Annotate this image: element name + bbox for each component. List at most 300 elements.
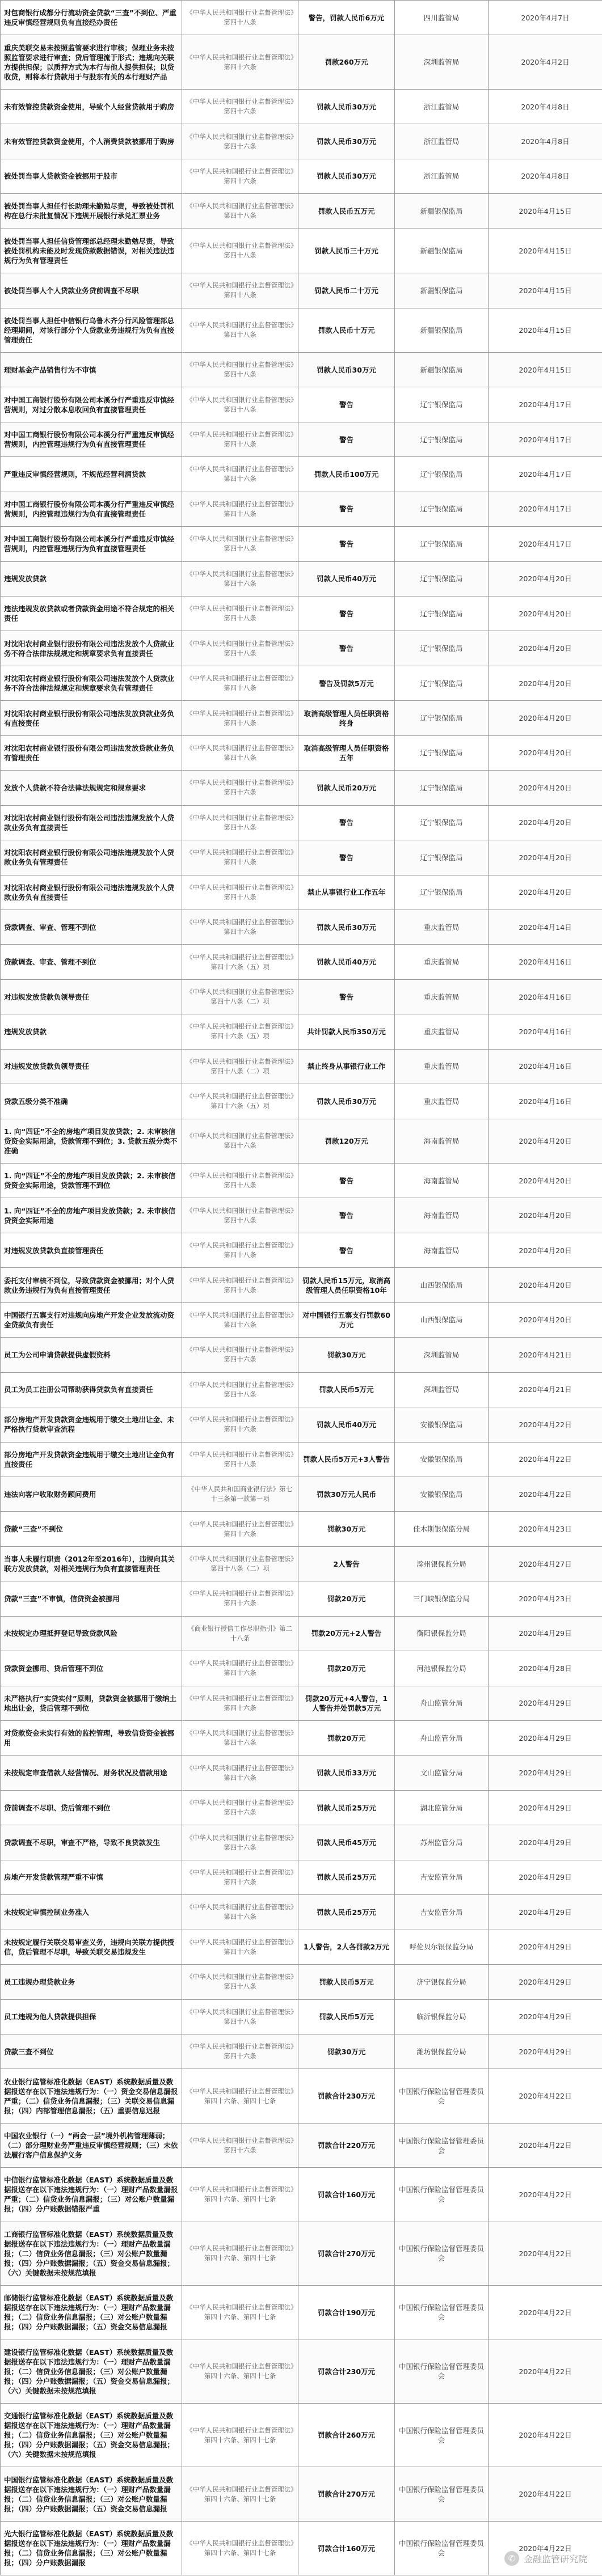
violation-reason-cell: 未按规定办理抵押登记导致贷款风险	[1, 1616, 182, 1651]
date-cell: 2020年4月27日	[489, 1546, 602, 1581]
violation-reason-cell: 对沈阳农村商业银行股份有限公司违法发放个人贷款业务不符合法律法规规定和规章要求负有直接责任	[1, 631, 182, 666]
violation-reason-cell: 违规发放贷款	[1, 561, 182, 596]
violation-reason-cell: 被处罚当事人个人贷款业务贷前调查不尽职	[1, 273, 182, 308]
penalty-cell: 警告	[298, 492, 395, 526]
legal-basis-cell: 《中华人民共和国银行业监督管理法》第四十八条	[182, 229, 298, 273]
penalty-cell: 警告	[298, 422, 395, 456]
table-row	[1, 1512, 602, 1546]
penalty-cell: 警告	[298, 527, 395, 561]
table-row	[1, 422, 602, 456]
penalty-cell: 警告	[298, 1233, 395, 1267]
legal-basis-cell: 《中华人民共和国银行业监督管理法》第四十八条	[182, 666, 298, 700]
table-row	[1, 735, 602, 770]
penalty-cell: 对中国银行五寨支行罚款60万元	[298, 1302, 395, 1337]
authority-cell: 佳木斯银保监分局	[395, 1512, 489, 1546]
legal-basis-cell: 《中华人民共和国银行业监督管理法》第四十八条	[182, 194, 298, 229]
table-row	[1, 35, 602, 89]
authority-cell: 辽宁银保监局	[395, 771, 489, 805]
date-cell: 2020年4月17日	[489, 527, 602, 561]
legal-basis-cell: 《中华人民共和国银行业监督管理法》第四十八条	[182, 805, 298, 840]
date-cell: 2020年4月8日	[489, 159, 602, 193]
date-cell: 2020年4月20日	[489, 1302, 602, 1337]
legal-basis-cell: 《中华人民共和国银行业监督管理法》第四十八条	[182, 1372, 298, 1407]
violation-reason-cell: 对违规发放贷款负领导责任	[1, 1049, 182, 1084]
authority-cell: 重庆监管局	[395, 979, 489, 1014]
date-cell: 2020年4月22日	[489, 2404, 602, 2467]
table-row	[1, 805, 602, 840]
penalty-cell: 罚款合计260万元	[298, 2404, 395, 2467]
table-row	[1, 2168, 602, 2222]
penalty-cell: 罚款30万元	[298, 1512, 395, 1546]
table-row	[1, 1084, 602, 1119]
table-row	[1, 352, 602, 387]
date-cell: 2020年4月20日	[489, 666, 602, 700]
authority-cell: 深圳监管局	[395, 1372, 489, 1407]
penalty-cell: 罚款人民币25万元	[298, 1860, 395, 1894]
table-row	[1, 1895, 602, 1930]
penalty-cell: 1人警告，2人各罚款2万元	[298, 1930, 395, 1964]
violation-reason-cell: 部分房地产开发贷款资金违规用于缴交土地出让金负有直接责任	[1, 1442, 182, 1477]
violation-reason-cell: 员工违规办理贷款业务	[1, 1965, 182, 1999]
authority-cell: 重庆监管局	[395, 1049, 489, 1084]
date-cell: 2020年4月20日	[489, 1268, 602, 1302]
table-row	[1, 1302, 602, 1337]
penalty-cell: 罚款20万元+2人警告	[298, 1616, 395, 1651]
violation-reason-cell: 对违规发放贷款负领导责任	[1, 979, 182, 1014]
penalty-cell: 罚款人民币15万元，取消高级管理人员任职资格10年	[298, 1268, 395, 1302]
penalty-cell: 罚款人民币30万元	[298, 352, 395, 387]
violation-reason-cell: 当事人未履行职责（2012年至2016年），违规向其关联方发放贷款，对相关违规行为负有直接管理责任	[1, 1546, 182, 1581]
authority-cell: 中国银行保险监督管理委员会	[395, 2069, 489, 2123]
date-cell: 2020年4月15日	[489, 273, 602, 308]
violation-reason-cell: 重庆美联交易未按照监管要求进行审核；保理业务未按照监管要求进行审查；贷后管理流于形式；违规向关联方提供担保；以质押方式为本行与他人提供担保；以贷收贷，则将本行贷款用于与股东有关的本行理财产品	[1, 35, 182, 89]
penalty-cell: 罚款20万元	[298, 1581, 395, 1616]
penalty-cell: 罚款人民币5万元+3人警告	[298, 1442, 395, 1477]
violation-reason-cell: 被处罚当事人贷款资金被挪用于股市	[1, 159, 182, 193]
date-cell: 2020年4月20日	[489, 875, 602, 910]
date-cell: 2020年4月20日	[489, 840, 602, 875]
violation-reason-cell: 1. 向“四证”不全的房地产项目发放贷款；2. 未审核信贷资金实际用途，贷款管理不到位	[1, 1164, 182, 1198]
legal-basis-cell: 《商业银行授信工作尽职指引》第二十八条	[182, 1616, 298, 1651]
penalty-cell: 罚款30万元	[298, 1338, 395, 1372]
authority-cell: 舟山监管分局	[395, 1686, 489, 1720]
penalty-cell: 警告	[298, 979, 395, 1014]
legal-basis-cell: 《中华人民共和国银行业监督管理法》第四十六条	[182, 1686, 298, 1720]
legal-basis-cell: 《中华人民共和国银行业监督管理法》第四十六条	[182, 1860, 298, 1894]
legal-basis-cell: 《中华人民共和国银行业监督管理法》第四十六条（五）项	[182, 1014, 298, 1049]
legal-basis-cell: 《中华人民共和国银行业监督管理法》第四十八条	[182, 840, 298, 875]
legal-basis-cell: 《中华人民共和国银行业监督管理法》第四十六条	[182, 1581, 298, 1616]
authority-cell: 中国银行保险监督管理委员会	[395, 2123, 489, 2167]
table-row	[1, 2404, 602, 2467]
authority-cell: 辽宁银保监局	[395, 735, 489, 770]
date-cell: 2020年4月16日	[489, 979, 602, 1014]
penalty-cell: 警告	[298, 597, 395, 631]
violation-reason-cell: 未有效管控贷款资金使用，导致个人经营贷款用于购房	[1, 89, 182, 124]
table-row	[1, 1930, 602, 1964]
table-row	[1, 159, 602, 193]
date-cell: 2020年4月16日	[489, 1084, 602, 1119]
legal-basis-cell: 《中华人民共和国银行业监督管理法》第四十六条、第四十七条	[182, 2222, 298, 2285]
legal-basis-cell: 《中华人民共和国银行业监督管理法》第四十八条（二）项	[182, 1049, 298, 1084]
legal-basis-cell: 《中华人民共和国银行业监督管理法》第四十八条	[182, 1268, 298, 1302]
legal-basis-cell: 《中华人民共和国银行业监督管理法》第四十六条（五）项	[182, 945, 298, 979]
legal-basis-cell: 《中华人民共和国银行业监督管理法》第四十八条	[182, 631, 298, 666]
legal-basis-cell: 《中华人民共和国银行业监督管理法》第四十六条	[182, 1790, 298, 1825]
authority-cell: 深圳监管局	[395, 35, 489, 89]
table-row	[1, 1198, 602, 1233]
authority-cell: 海南监管局	[395, 1233, 489, 1267]
legal-basis-cell: 《中华人民共和国银行业监督管理法》第四十六条	[182, 1338, 298, 1372]
penalty-table-body	[1, 1, 602, 2575]
penalty-cell: 罚款人民币5万元	[298, 1372, 395, 1407]
watermark	[504, 2551, 587, 2566]
table-row	[1, 2123, 602, 2167]
legal-basis-cell: 《中华人民共和国银行业监督管理法》第四十八条	[182, 273, 298, 308]
violation-reason-cell: 工商银行监管标准化数据（EAST）系统数据质量及数据报送存在以下违法违规行为：（一）理财产品数量漏报；（二）信贷业务信息漏报；（三）对公账户数量漏报；（四）分户账数据漏报；（五）资金交易信息漏报；（六）关键数据未按规范填报	[1, 2222, 182, 2285]
legal-basis-cell: 《中华人民共和国银行业监督管理法》第四十八条	[182, 597, 298, 631]
authority-cell: 三门峡银保监分局	[395, 1581, 489, 1616]
date-cell: 2020年4月29日	[489, 1616, 602, 1651]
table-row	[1, 1119, 602, 1163]
authority-cell: 浙江监管局	[395, 89, 489, 124]
legal-basis-cell: 《中华人民共和国银行业监督管理法》第四十六条	[182, 89, 298, 124]
penalty-cell: 罚款30万元	[298, 2034, 395, 2069]
date-cell: 2020年4月20日	[489, 631, 602, 666]
violation-reason-cell: 贷款五级分类不准确	[1, 1084, 182, 1119]
penalty-cell: 罚款20万元	[298, 1721, 395, 1756]
table-row	[1, 1268, 602, 1302]
authority-cell: 辽宁银保监局	[395, 387, 489, 422]
table-row	[1, 1164, 602, 1198]
table-row	[1, 1825, 602, 1860]
penalty-cell: 罚款人民币40万元	[298, 945, 395, 979]
penalty-cell: 取消高级管理人员任职资格五年	[298, 735, 395, 770]
penalty-cell: 罚款人民币30万元	[298, 1084, 395, 1119]
legal-basis-cell: 《中华人民共和国银行业监督管理法》第四十八条	[182, 492, 298, 526]
violation-reason-cell: 贷款三查不到位	[1, 2034, 182, 2069]
legal-basis-cell: 《中华人民共和国银行业监督管理法》第四十六条	[182, 1512, 298, 1546]
legal-basis-cell: 《中华人民共和国银行业监督管理法》第四十八条	[182, 875, 298, 910]
date-cell: 2020年4月29日	[489, 1721, 602, 1756]
authority-cell: 浙江监管局	[395, 124, 489, 159]
penalty-cell: 罚款人民币五万元	[298, 194, 395, 229]
date-cell: 2020年4月20日	[489, 597, 602, 631]
penalty-cell: 罚款人民币40万元	[298, 1407, 395, 1442]
watermark-text: 金融监管研究院	[523, 2553, 587, 2565]
penalty-cell: 罚款人民币30万元	[298, 910, 395, 944]
violation-reason-cell: 未按规定审慎控制业务准入	[1, 1895, 182, 1930]
table-row	[1, 1965, 602, 1999]
date-cell: 2020年4月20日	[489, 805, 602, 840]
authority-cell: 吉安监管分局	[395, 1895, 489, 1930]
violation-reason-cell: 对中国工商银行股份有限公司本溪分行严重违反审慎经营规则，内控管理违规行为负有直接管理责任	[1, 492, 182, 526]
violation-reason-cell: 光大银行监管标准化数据（EAST）系统数据质量及数据报送存在以下违法违规行为：（一）理财产品数量漏报；（二）信贷业务信息漏报；（三）对公账户数量漏报；（四）分户账数据漏报	[1, 2521, 182, 2575]
date-cell: 2020年4月21日	[489, 1372, 602, 1407]
penalty-cell: 警告及罚款5万元	[298, 666, 395, 700]
date-cell: 2020年4月20日	[489, 1198, 602, 1233]
penalty-cell: 罚款合计270万元	[298, 2222, 395, 2285]
authority-cell: 重庆监管局	[395, 1014, 489, 1049]
date-cell: 2020年4月15日	[489, 194, 602, 229]
violation-reason-cell: 员工为员工注册公司帮助获得贷款负有直接责任	[1, 1372, 182, 1407]
legal-basis-cell: 《中华人民共和国银行业监督管理法》第四十六条	[182, 1930, 298, 1964]
date-cell: 2020年4月16日	[489, 945, 602, 979]
legal-basis-cell: 《中华人民共和国银行业监督管理法》第四十八条	[182, 387, 298, 422]
date-cell: 2020年4月7日	[489, 1, 602, 35]
date-cell: 2020年4月22日	[489, 2521, 602, 2575]
penalty-cell: 罚款人民币25万元	[298, 1790, 395, 1825]
table-row	[1, 387, 602, 422]
table-row	[1, 1616, 602, 1651]
legal-basis-cell: 《中华人民共和国银行业监督管理法》第四十六条	[182, 910, 298, 944]
penalty-cell: 罚款人民币20万元	[298, 771, 395, 805]
penalty-cell: 罚款合计160万元	[298, 2521, 395, 2575]
authority-cell: 中国银行保险监督管理委员会	[395, 2340, 489, 2403]
legal-basis-cell: 《中华人民共和国银行业监督管理法》第四十八条	[182, 1, 298, 35]
legal-basis-cell: 《中华人民共和国银行业监督管理法》第四十八条	[182, 1442, 298, 1477]
penalty-cell: 罚款20万元+4人警告，1人警告并处罚款5万元	[298, 1686, 395, 1720]
date-cell: 2020年4月17日	[489, 492, 602, 526]
table-row	[1, 2467, 602, 2521]
violation-reason-cell: 中信银行监管标准化数据（EAST）系统数据质量及数据报送存在以下违法违规行为：（一）理财产品数量漏报严重；（二）信贷业务信息漏报；（三）对公账户数量漏报；（四）分户账数据错报严重	[1, 2168, 182, 2222]
legal-basis-cell: 《中华人民共和国银行业监督管理法》第四十六条	[182, 561, 298, 596]
legal-basis-cell: 《中华人民共和国商业银行法》第七十三条第一款第一项	[182, 1477, 298, 1511]
authority-cell: 安徽银保监局	[395, 1407, 489, 1442]
date-cell: 2020年4月29日	[489, 1895, 602, 1930]
date-cell: 2020年4月23日	[489, 1512, 602, 1546]
date-cell: 2020年4月22日	[489, 1407, 602, 1442]
authority-cell: 安徽银保监局	[395, 1442, 489, 1477]
authority-cell: 新疆银保监局	[395, 273, 489, 308]
date-cell: 2020年4月16日	[489, 1049, 602, 1084]
authority-cell: 深圳监管局	[395, 1338, 489, 1372]
authority-cell: 辽宁银保监局	[395, 805, 489, 840]
penalty-cell: 罚款合计270万元	[298, 2467, 395, 2521]
violation-reason-cell: 贷款调查不尽职，审查不严格，导致不良贷款发生	[1, 1825, 182, 1860]
penalty-cell: 罚款人民币40万元	[298, 561, 395, 596]
violation-reason-cell: 建设银行监管标准化数据（EAST）系统数据质量及数据报送存在以下违法违规行为：（一）理财产品数量漏报；（二）信贷业务信息漏报；（三）对公账户数量漏报；（四）分户账数据漏报；（五）资金交易信息漏报；（六）关键数据未按规范填报	[1, 2340, 182, 2403]
violation-reason-cell: 违法向客户收取财务顾问费用	[1, 1477, 182, 1511]
authority-cell: 辽宁银保监局	[395, 701, 489, 735]
legal-basis-cell: 《中华人民共和国银行业监督管理法》第四十八条	[182, 308, 298, 352]
penalty-cell: 罚款260万元	[298, 35, 395, 89]
date-cell: 2020年4月29日	[489, 1860, 602, 1894]
penalty-cell: 罚款人民币100万元	[298, 457, 395, 492]
violation-reason-cell: 被处罚当事人担任行长助理未勤勉尽责，导致被处罚机构在总行未批复情况下违规开展银行承兑汇票业务	[1, 194, 182, 229]
table-row	[1, 1721, 602, 1756]
table-row	[1, 1049, 602, 1084]
violation-reason-cell: 未严格执行“实贷实付”原则，贷款资金被挪用于缴纳土地出让金，贷后管理不到位	[1, 1686, 182, 1720]
legal-basis-cell: 《中华人民共和国银行业监督管理法》第四十六条	[182, 457, 298, 492]
legal-basis-cell: 《中华人民共和国银行业监督管理法》第四十六条	[182, 1119, 298, 1163]
violation-reason-cell: 1. 向“四证”不全的房地产项目发放贷款；2. 未审核信贷资金实际用途	[1, 1198, 182, 1233]
table-row	[1, 2069, 602, 2123]
date-cell: 2020年4月15日	[489, 352, 602, 387]
legal-basis-cell: 《中华人民共和国银行业监督管理法》第四十六条	[182, 1825, 298, 1860]
table-row	[1, 229, 602, 273]
table-row	[1, 2286, 602, 2340]
legal-basis-cell: 《中华人民共和国银行业监督管理法》第四十六条、第四十七条	[182, 2521, 298, 2575]
table-row	[1, 1233, 602, 1267]
authority-cell: 舟山监管分局	[395, 1721, 489, 1756]
date-cell: 2020年4月20日	[489, 735, 602, 770]
table-row	[1, 194, 602, 229]
authority-cell: 济宁银保监分局	[395, 1965, 489, 1999]
table-row	[1, 1442, 602, 1477]
legal-basis-cell: 《中华人民共和国银行业监督管理法》第四十六条	[182, 124, 298, 159]
authority-cell: 辽宁银保监局	[395, 631, 489, 666]
authority-cell: 新疆银保监局	[395, 352, 489, 387]
legal-basis-cell: 《中华人民共和国银行业监督管理法》第四十八条	[182, 1164, 298, 1198]
authority-cell: 中国银行保险监督管理委员会	[395, 2521, 489, 2575]
table-row	[1, 2034, 602, 2069]
date-cell: 2020年4月21日	[489, 1338, 602, 1372]
authority-cell: 辽宁银保监局	[395, 597, 489, 631]
penalty-cell: 罚款人民币5万元	[298, 1999, 395, 2034]
table-row	[1, 1999, 602, 2034]
legal-basis-cell: 《中华人民共和国银行业监督管理法》第四十八条	[182, 735, 298, 770]
penalty-cell: 2人警告	[298, 1546, 395, 1581]
violation-reason-cell: 对沈阳农村商业银行股份有限公司违法发放个人贷款业务不符合法律法规规定和规章要求负有管理责任	[1, 666, 182, 700]
penalty-cell: 禁止终身从事银行业工作	[298, 1049, 395, 1084]
table-row	[1, 273, 602, 308]
table-row	[1, 1338, 602, 1372]
date-cell: 2020年4月20日	[489, 561, 602, 596]
violation-reason-cell: 对违规发放贷款负直接管理责任	[1, 1233, 182, 1267]
table-row	[1, 492, 602, 526]
table-row	[1, 771, 602, 805]
authority-cell: 呼伦贝尔银保监分局	[395, 1930, 489, 1964]
authority-cell: 中国银行保险监督管理委员会	[395, 2168, 489, 2222]
violation-reason-cell: 未有效管控贷款资金使用，个人消费贷款被挪用于购房	[1, 124, 182, 159]
penalty-cell: 罚款人民币25万元	[298, 1895, 395, 1930]
date-cell: 2020年4月8日	[489, 124, 602, 159]
table-row	[1, 1, 602, 35]
table-row	[1, 124, 602, 159]
violation-reason-cell: 被处罚当事人担任信贷管理部总经理未勤勉尽责，导致被处罚机构未能及时发现贷款数据错误，对相关违法违规行为负有管理责任	[1, 229, 182, 273]
date-cell: 2020年4月20日	[489, 1119, 602, 1163]
date-cell: 2020年4月29日	[489, 2034, 602, 2069]
table-row	[1, 1790, 602, 1825]
authority-cell: 湖北监管分局	[395, 1790, 489, 1825]
penalty-cell: 罚款120万元	[298, 1119, 395, 1163]
violation-reason-cell: 发放个人贷款不符合法律法规规定和规章要求	[1, 771, 182, 805]
authority-cell: 临沂银保监分局	[395, 1999, 489, 2034]
date-cell: 2020年4月22日	[489, 2069, 602, 2123]
date-cell: 2020年4月29日	[489, 1965, 602, 1999]
legal-basis-cell: 《中华人民共和国银行业监督管理法》第四十六条、第四十七条	[182, 2286, 298, 2340]
penalty-cell: 罚款合计230万元	[298, 2069, 395, 2123]
legal-basis-cell: 《中华人民共和国银行业监督管理法》第四十八条	[182, 422, 298, 456]
date-cell: 2020年4月22日	[489, 2222, 602, 2285]
date-cell: 2020年4月29日	[489, 1999, 602, 2034]
violation-reason-cell: 违法违规发放贷款或者贷款资金用途不符合规定的相关责任	[1, 597, 182, 631]
authority-cell: 四川监管局	[395, 1, 489, 35]
violation-reason-cell: 1. 向“四证”不全的房地产项目发放贷款；2. 未审核信贷资金实际用途，贷款管理不到位；3. 贷款五级分类不准确	[1, 1119, 182, 1163]
legal-basis-cell: 《中华人民共和国银行业监督管理法》第四十六条	[182, 1721, 298, 1756]
table-row	[1, 1372, 602, 1407]
date-cell: 2020年4月23日	[489, 1581, 602, 1616]
date-cell: 2020年4月20日	[489, 1233, 602, 1267]
violation-reason-cell: 未按规定履行关联交易审查义务，违规向关联方提供授信，贷后管理不尽职，导致关联交易违规发生	[1, 1930, 182, 1964]
violation-reason-cell: 对中国工商银行股份有限公司本溪分行严重违反审慎经营规则，对过分散本息收回负有直接管理责任	[1, 387, 182, 422]
table-row	[1, 1860, 602, 1894]
legal-basis-cell: 《中华人民共和国银行业监督管理法》第四十八条	[182, 1999, 298, 2034]
penalty-cell: 罚款人民币三十万元	[298, 229, 395, 273]
authority-cell: 河池银保监分局	[395, 1651, 489, 1686]
penalty-cell: 警告	[298, 387, 395, 422]
date-cell: 2020年4月28日	[489, 1651, 602, 1686]
legal-basis-cell: 《中华人民共和国银行业监督管理法》第四十六条	[182, 771, 298, 805]
penalty-cell: 取消高级管理人员任职资格终身	[298, 701, 395, 735]
penalty-cell: 罚款人民币5万元	[298, 1965, 395, 1999]
table-row	[1, 527, 602, 561]
table-row	[1, 1477, 602, 1511]
penalty-cell: 罚款人民币30万元	[298, 159, 395, 193]
table-row	[1, 1651, 602, 1686]
legal-basis-cell: 《中华人民共和国银行业监督管理法》第四十六条、第四十七条	[182, 2467, 298, 2521]
violation-reason-cell: 中国银行监管标准化数据（EAST）系统数据质量及数据报送存在以下违法违规行为：（一）理财产品数量漏报；（二）信贷业务信息漏报；（三）对公账户数量漏报；（四）分户账数据漏报；（五）资金交易信息漏报	[1, 2467, 182, 2521]
date-cell: 2020年4月29日	[489, 1686, 602, 1720]
violation-reason-cell: 房地产开发贷款管理严重不审慎	[1, 1860, 182, 1894]
table-row	[1, 945, 602, 979]
authority-cell: 新疆银保监局	[395, 194, 489, 229]
authority-cell: 辽宁银保监局	[395, 422, 489, 456]
date-cell: 2020年4月15日	[489, 308, 602, 352]
date-cell: 2020年4月29日	[489, 1825, 602, 1860]
violation-reason-cell: 贷款调查、审查、管理不到位	[1, 945, 182, 979]
legal-basis-cell: 《中华人民共和国银行业监督管理法》第四十八条	[182, 701, 298, 735]
violation-reason-cell: 被处罚当事人担任中信银行乌鲁木齐分行风险管理部总经理期间，对该行部分个人贷款业务违规行为负有直接管理责任	[1, 308, 182, 352]
violation-reason-cell: 对中国工商银行股份有限公司本溪分行严重违反审慎经营规则，内控管理违规行为负有直接管理责任	[1, 422, 182, 456]
date-cell: 2020年4月15日	[489, 229, 602, 273]
violation-reason-cell: 贷款资金挪用、贷后管理不到位	[1, 1651, 182, 1686]
date-cell: 2020年4月29日	[489, 1930, 602, 1964]
penalty-cell: 警告	[298, 1164, 395, 1198]
table-row	[1, 1546, 602, 1581]
violation-reason-cell: 员工违规为他人贷款提供担保	[1, 1999, 182, 2034]
authority-cell: 辽宁银保监局	[395, 875, 489, 910]
penalty-cell: 警告	[298, 840, 395, 875]
violation-reason-cell: 员工为公司申请贷款提供虚假资料	[1, 1338, 182, 1372]
violation-reason-cell: 对沈阳农村商业银行股份有限公司违法违规发放个人贷款业务负有管理责任	[1, 840, 182, 875]
legal-basis-cell: 《中华人民共和国银行业监督管理法》第四十六条	[182, 2034, 298, 2069]
legal-basis-cell: 《中华人民共和国银行业监督管理法》第四十六条	[182, 159, 298, 193]
penalty-cell: 警告	[298, 805, 395, 840]
authority-cell: 辽宁银保监局	[395, 527, 489, 561]
authority-cell: 新疆银保监局	[395, 229, 489, 273]
violation-reason-cell: 理财基金产品销售行为不审慎	[1, 352, 182, 387]
table-row	[1, 308, 602, 352]
authority-cell: 中国银行保险监督管理委员会	[395, 2404, 489, 2467]
authority-cell: 重庆监管局	[395, 945, 489, 979]
table-row	[1, 631, 602, 666]
violation-reason-cell: 部分房地产开发贷款资金违规用于缴交土地出让金、未严格执行贷款审查流程	[1, 1407, 182, 1442]
legal-basis-cell: 《中华人民共和国银行业监督管理法》第四十八条	[182, 527, 298, 561]
authority-cell: 山西银保监局	[395, 1302, 489, 1337]
violation-reason-cell: 严重违反审慎经营规则，不规范经营利润贷款	[1, 457, 182, 492]
date-cell: 2020年4月22日	[489, 2168, 602, 2222]
date-cell: 2020年4月17日	[489, 457, 602, 492]
date-cell: 2020年4月22日	[489, 2123, 602, 2167]
table-row	[1, 1014, 602, 1049]
table-row	[1, 597, 602, 631]
authority-cell: 安徽银保监局	[395, 1477, 489, 1511]
legal-basis-cell: 《中华人民共和国银行业监督管理法》第四十六条、第四十七条	[182, 2340, 298, 2403]
authority-cell: 吉安监管分局	[395, 1860, 489, 1894]
table-row	[1, 979, 602, 1014]
